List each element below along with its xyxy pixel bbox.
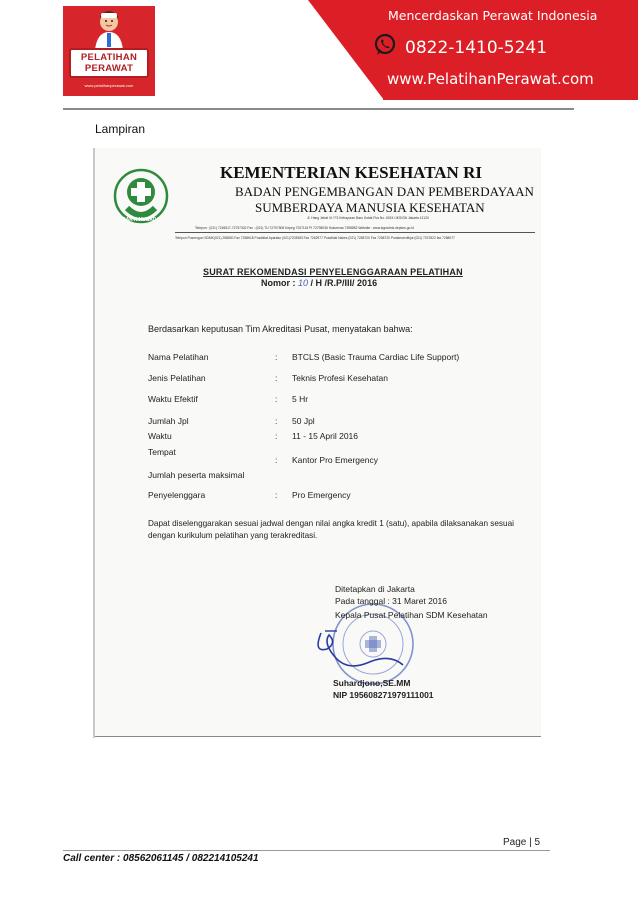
signer-name: Suhardjono,SE.MM	[333, 678, 411, 688]
detail-colon: :	[275, 373, 278, 383]
signer-nip: NIP 195608271979111001	[333, 690, 434, 700]
detail-value: Pro Emergency	[292, 490, 351, 500]
logo-text-line1: PELATIHAN	[80, 52, 138, 63]
page-number: Page | 5	[503, 837, 541, 848]
pada-tanggal-line: Pada tanggal : 31 Maret 2016	[335, 596, 447, 606]
pelatihan-perawat-logo	[63, 6, 155, 96]
kepala-line: Kepala Pusat Pelatihan SDM Kesehatan	[335, 610, 488, 620]
nurse-figure-icon	[87, 8, 131, 50]
footer-divider	[63, 850, 550, 851]
detail-colon	[275, 470, 277, 480]
detail-colon: :	[275, 431, 278, 441]
detail-label: Penyelenggara	[148, 490, 206, 500]
letter-title: SURAT REKOMENDASI PENYELENGGARAAN PELATIHAN	[203, 267, 463, 277]
detail-label: Tempat	[148, 447, 176, 457]
detail-label: Jumlah peserta maksimal	[148, 470, 245, 480]
letterhead-rule	[175, 232, 535, 233]
detail-value: 5 Hr	[292, 394, 309, 404]
address-line1: Jl. Hang Jebat III / F3 Kebayoran Baru Kotak Pos No. 6015 /JKS/GN Jakarta 12120	[307, 216, 429, 220]
detail-colon: :	[275, 352, 278, 362]
detail-colon: :	[275, 455, 278, 465]
detail-colon: :	[275, 416, 278, 426]
accreditation-paragraph: Dapat diselenggarakan sesuai jadwal dengan nilai angka kredit 1 (satu), apabila dilaksanakan sesuai dengan kurikulum pelatihan yang terakreditasi.	[148, 519, 514, 540]
scanned-letter	[95, 148, 541, 736]
nomor-label: Nomor :	[261, 278, 296, 288]
detail-label: Jumlah Jpl	[148, 416, 189, 426]
ditetapkan-line: Ditetapkan di Jakarta	[335, 584, 415, 594]
detail-value: Kantor Pro Emergency	[292, 455, 378, 465]
detail-label: Nama Pelatihan	[148, 352, 209, 362]
signature-icon	[307, 613, 417, 683]
header-phone[interactable]: 0822-1410-5241	[405, 38, 548, 58]
logo-badge	[69, 48, 149, 78]
detail-label: Waktu	[148, 431, 172, 441]
agency-line2: SUMBERDAYA MANUSIA KESEHATAN	[255, 200, 485, 215]
nomor-handwritten: 10	[298, 278, 309, 288]
header-tagline: Mencerdaskan Perawat Indonesia	[388, 8, 598, 23]
bakti-husada-emblem-icon	[113, 168, 169, 226]
detail-colon: :	[275, 490, 278, 500]
lampiran-label: Lampiran	[95, 122, 146, 136]
detail-value: Teknis Profesi Kesehatan	[292, 373, 388, 383]
scan-bottom-edge	[95, 736, 541, 737]
logo-text-line2: PERAWAT	[84, 63, 134, 74]
emblem-text: BAKTI HUSADA	[121, 217, 161, 223]
letter-intro: Berdasarkan keputusan Tim Akreditasi Pusat, menyatakan bahwa:	[148, 324, 413, 334]
detail-value: BTCLS (Basic Trauma Cardiac Life Support)	[292, 352, 460, 362]
ministry-title: KEMENTERIAN KESEHATAN RI	[220, 163, 482, 182]
header-divider	[63, 108, 574, 110]
header-website[interactable]: www.PelatihanPerawat.com	[387, 70, 594, 88]
detail-colon: :	[275, 394, 278, 404]
logo-subtext: www.pelatihanperawat.com	[84, 83, 134, 88]
detail-label: Jenis Pelatihan	[148, 373, 206, 383]
detail-value: 50 Jpl	[292, 416, 315, 426]
agency-line1: BADAN PENGEMBANGAN DAN PEMBERDAYAAN	[235, 184, 534, 199]
letter-number	[261, 278, 377, 288]
address-line3: Telepon Pusrengun SDMK(021) 258830 Fax 7258618 Pusdiklat Aparatur (021)7203983 Fax 7262977 Pusdiklat Nakes (021) 7258720 Fax 7258720 Pustanserdikjut (021) 7237822 fax 7258077	[175, 236, 455, 240]
call-center: Call center : 08562061145 / 082214105241	[63, 853, 259, 864]
address-line2: Telepon : (021) 7245517-72797302 Fax : (021) TU 72797508 Kepeg 7257118 PI 72798036 Hukormas 7398852 Website : www.bppsdmk.depkes.go.id	[195, 226, 414, 230]
nomor-rest: / H /R.P/III/ 2016	[310, 278, 378, 288]
whatsapp-icon	[372, 32, 398, 58]
detail-value: 11 - 15 April 2016	[292, 431, 358, 441]
detail-label: Waktu Efektif	[148, 394, 198, 404]
